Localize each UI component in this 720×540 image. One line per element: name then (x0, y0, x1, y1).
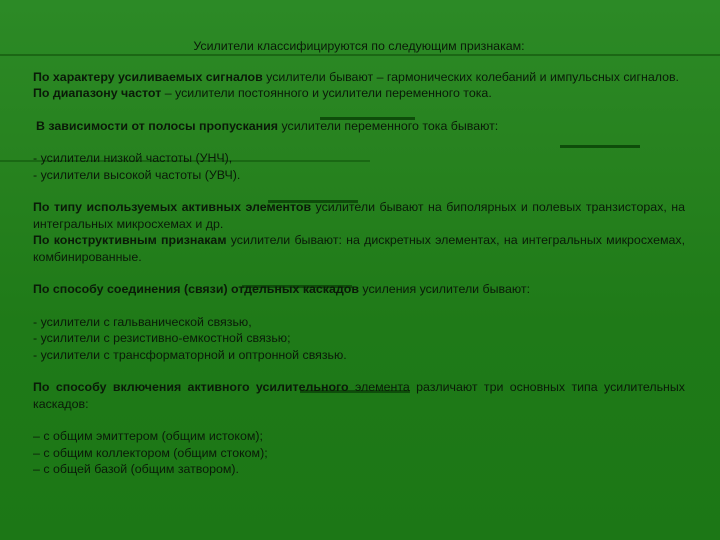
paragraph-signals-text: усилители бывают – гармонических колебаний и импульсных сигналов. (262, 69, 679, 84)
paragraph-construction (33, 232, 685, 265)
paragraph-bandwidth-text: усилители переменного тока бывают: (278, 118, 499, 133)
paragraph-signals (33, 69, 685, 86)
paragraph-connection-text: элемента различают три основных типа усилительных каскадов: (33, 380, 685, 411)
paragraph-frequency-text: – усилители постоянного и усилители переменного тока. (161, 86, 492, 100)
paragraph-active-elements-text: усилители бывают на биполярных и полевых транзисторах, на интегральных микросхемах и др. (33, 200, 685, 231)
paragraph-frequency-lead: По диапазону частот (33, 86, 162, 100)
list-item: – с общим коллектором (общим стоком); (33, 445, 268, 460)
paragraph-coupling-lead: По способу соединения (связи) отдельных каскадов (33, 282, 359, 296)
paragraph-signals-lead: По характеру усиливаемых сигналов (33, 69, 263, 84)
list-item: – с общим эмиттером (общим истоком); (33, 429, 263, 443)
paragraph-coupling (33, 281, 685, 298)
paragraph-connection (33, 379, 685, 412)
paragraph-active-elements (33, 199, 685, 232)
cascade-list (33, 428, 685, 478)
paragraph-coupling-text: усиления усилители бывают: (358, 282, 531, 296)
coupling-list (33, 314, 685, 364)
paragraph-construction-text: усилители бывают: на дискретных элементах, на интегральных микросхемах, комбинированные. (33, 233, 686, 264)
list-item: - усилители высокой частоты (УВЧ). (33, 167, 241, 182)
list-item: - усилители с трансформаторной и оптронной связью. (33, 347, 347, 362)
paragraph-bandwidth-lead: В зависимости от полосы пропускания (36, 118, 278, 133)
list-item: – с общей базой (общим затвором). (33, 462, 239, 476)
bandwidth-list (33, 150, 685, 183)
paragraph-construction-lead: По конструктивным признакам (33, 233, 227, 247)
paragraph-active-elements-lead: По типу используемых активных элементов (33, 200, 312, 214)
list-item: - усилители с гальванической связью, (33, 314, 252, 329)
slide-title: Усилители классифицируются по следующим признакам: (193, 39, 525, 53)
paragraph-frequency (33, 85, 685, 102)
slide-body (33, 38, 685, 478)
list-item: - усилители с резистивно-емкостной связью; (33, 331, 291, 345)
paragraph-connection-lead: По способу включения активного усилительного (33, 380, 349, 394)
list-item: - усилители низкой частоты (УНЧ), (33, 151, 233, 165)
paragraph-bandwidth (33, 118, 685, 135)
